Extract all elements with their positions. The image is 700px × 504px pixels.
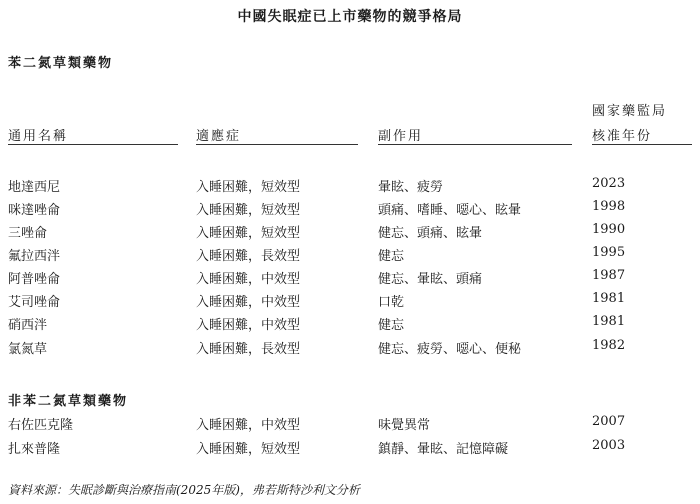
side-effects: 暈眩、疲勞 (378, 180, 444, 195)
indication: 入睡困難，短效型 (196, 226, 301, 241)
drug-name: 阿普唑侖 (8, 272, 61, 287)
approval-year: 2003 (592, 438, 626, 453)
table-row (0, 268, 700, 290)
indication: 入睡困難，短效型 (196, 442, 301, 457)
section-title-non-benzodiazepines: 非苯二氮草類藥物 (8, 394, 129, 409)
table-row (0, 438, 700, 460)
drug-name: 咪達唑侖 (8, 203, 61, 218)
side-effects: 頭痛、嗜睡、噁心、眩暈 (378, 203, 522, 218)
approval-year: 1981 (592, 314, 626, 329)
approval-year: 1995 (592, 245, 626, 260)
approval-year: 1981 (592, 291, 626, 306)
side-effects: 健忘、疲勞、噁心、便秘 (378, 342, 522, 357)
table-row (0, 176, 700, 198)
drug-name: 扎來普隆 (8, 442, 61, 457)
source-note: 資料來源：失眠診斷與治療指南(2025年版)，弗若斯特沙利文分析 (8, 483, 360, 497)
side-effects: 味覺異常 (378, 418, 431, 433)
table-row (0, 199, 700, 221)
indication: 入睡困難，長效型 (196, 249, 301, 264)
header-rule-name (8, 144, 178, 145)
indication: 入睡困難，長效型 (196, 342, 301, 357)
side-effects: 健忘 (378, 318, 405, 333)
side-effects: 健忘、暈眩、頭痛 (378, 272, 483, 287)
table-row (0, 314, 700, 336)
side-effects: 健忘 (378, 249, 405, 264)
approval-year: 2007 (592, 414, 626, 429)
indication: 入睡困難，中效型 (196, 295, 301, 310)
approval-year: 2023 (592, 176, 626, 191)
drug-name: 氯氮草 (8, 342, 48, 357)
header-indication: 適應症 (196, 129, 242, 144)
indication: 入睡困難，中效型 (196, 418, 301, 433)
table-row (0, 222, 700, 244)
table-row (0, 414, 700, 436)
drug-name: 硝西泮 (8, 318, 48, 333)
header-side-effects: 副作用 (378, 129, 424, 144)
approval-year: 1987 (592, 268, 626, 283)
header-rule-indication (196, 144, 358, 145)
table-row (0, 245, 700, 267)
side-effects: 健忘、頭痛、眩暈 (378, 226, 483, 241)
drug-name: 氟拉西泮 (8, 249, 61, 264)
header-year-line1: 國家藥監局 (592, 104, 668, 119)
approval-year: 1990 (592, 222, 626, 237)
drug-name: 右佐匹克隆 (8, 418, 74, 433)
header-rule-side-effects (378, 144, 572, 145)
indication: 入睡困難，中效型 (196, 318, 301, 333)
header-year-line2: 核准年份 (592, 129, 653, 144)
page-title: 中國失眠症已上市藥物的競爭格局 (237, 9, 463, 25)
approval-year: 1982 (592, 338, 626, 353)
section-title-benzodiazepines: 苯二氮草類藥物 (8, 56, 114, 71)
drug-name: 地達西尼 (8, 180, 61, 195)
side-effects: 鎮靜、暈眩、記憶障礙 (378, 442, 509, 457)
indication: 入睡困難，短效型 (196, 180, 301, 195)
indication: 入睡困難，中效型 (196, 272, 301, 287)
table-row (0, 291, 700, 313)
header-name: 通用名稱 (8, 129, 69, 144)
indication: 入睡困難，短效型 (196, 203, 301, 218)
drug-name: 艾司唑侖 (8, 295, 61, 310)
approval-year: 1998 (592, 199, 626, 214)
drug-name: 三唑侖 (8, 226, 48, 241)
header-rule-year (592, 144, 692, 145)
table-row (0, 338, 700, 360)
side-effects: 口乾 (378, 295, 405, 310)
